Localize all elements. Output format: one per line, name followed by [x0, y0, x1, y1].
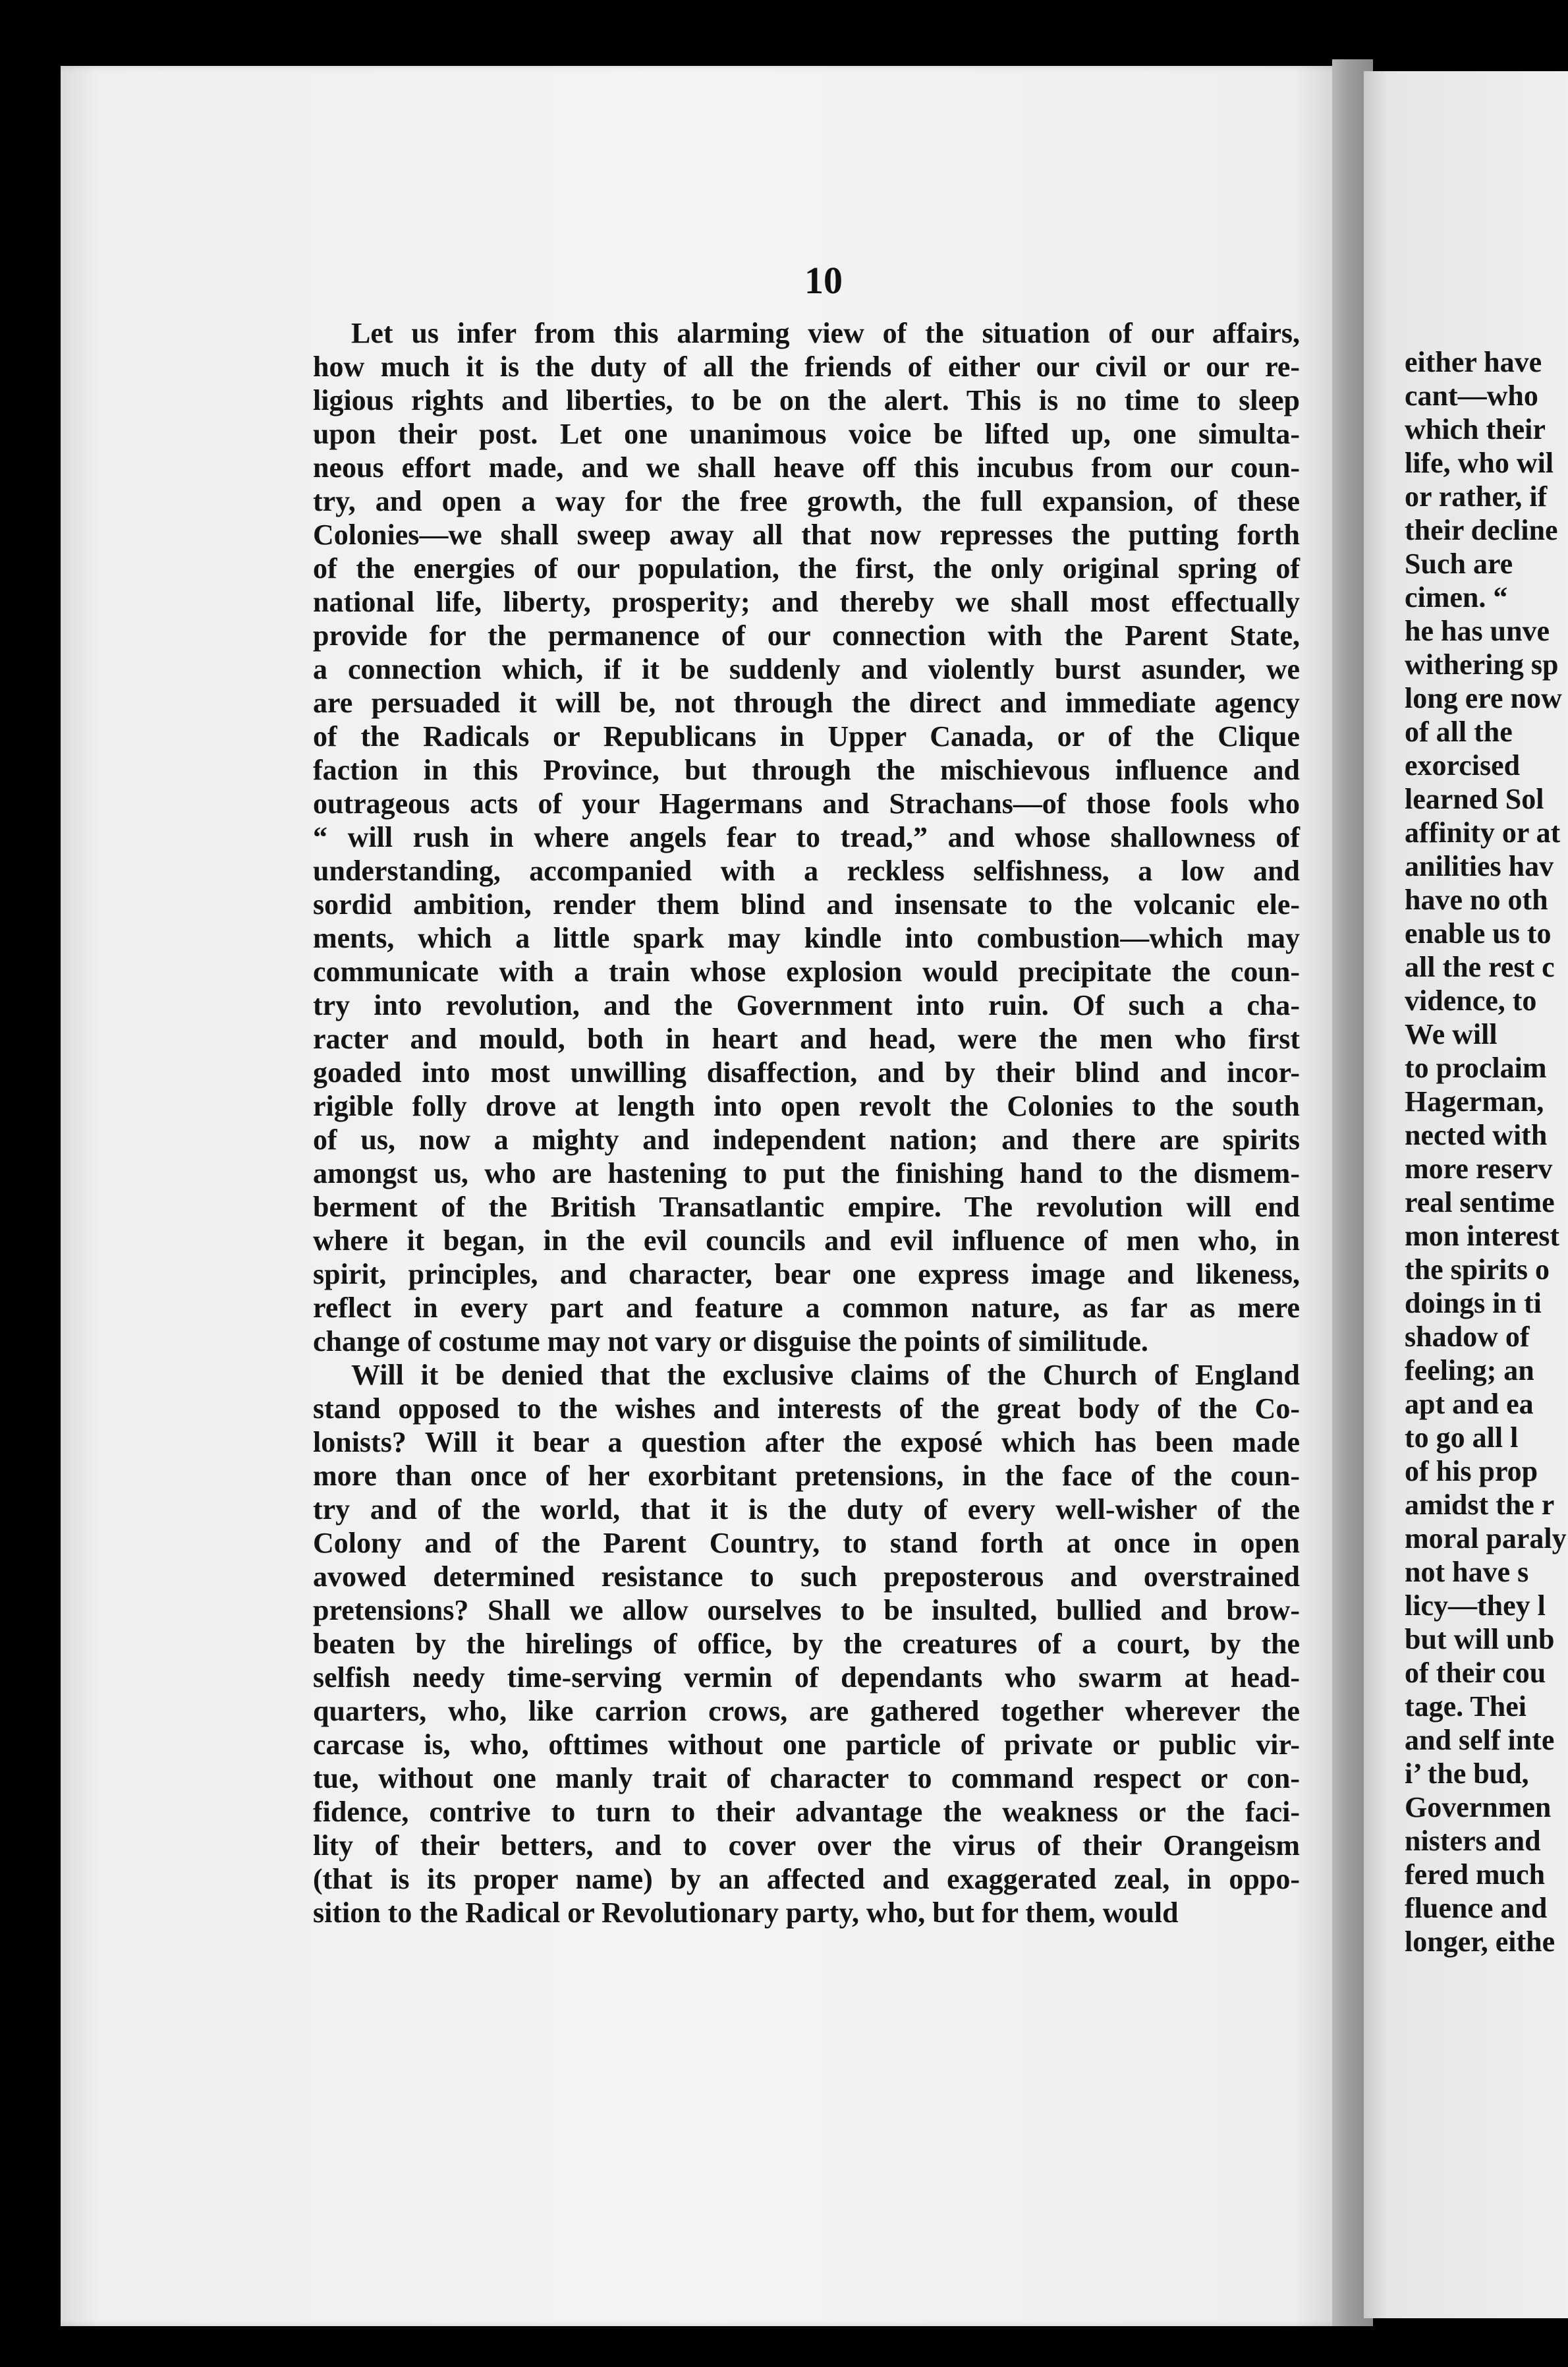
page-number: 10 — [804, 259, 843, 302]
text-line: of the Radicals or Republicans in Upper Canada, or of the Clique — [313, 720, 1300, 753]
right-page-line: all the rest c — [1405, 951, 1555, 983]
right-page-line: cant—who — [1405, 380, 1538, 412]
text-line: ments, which a little spark may kindle into combustion—which may — [313, 922, 1300, 954]
right-page-line: of all the — [1405, 716, 1513, 748]
right-page-line: moral paraly — [1405, 1522, 1567, 1554]
right-page-line: and self inte — [1405, 1724, 1555, 1756]
text-line: lonists? Will it bear a question after the exposé which has been made — [313, 1426, 1300, 1458]
text-line: (that is its proper name) by an affected and exaggerated zeal, in oppo- — [313, 1863, 1300, 1895]
text-line: change of costume may not vary or disguise the points of similitude. — [313, 1325, 1148, 1357]
text-line: Let us infer from this alarming view of the situation of our affairs, — [351, 317, 1300, 349]
right-page-line: shadow of — [1405, 1321, 1530, 1353]
right-page-line: to proclaim — [1405, 1052, 1547, 1084]
right-page-line: Governmen — [1405, 1791, 1552, 1823]
right-page-line: licy—they l — [1405, 1589, 1546, 1622]
text-line: fidence, contrive to turn to their advantage the weakness or the faci- — [313, 1796, 1300, 1828]
right-page-line: more reserv — [1405, 1153, 1553, 1185]
text-line: of the energies of our population, the first, the only original spring of — [313, 552, 1300, 585]
text-line: try and of the world, that it is the duty of every well-wisher of the — [313, 1493, 1300, 1526]
right-page-line: to go all l — [1405, 1421, 1519, 1454]
text-line: neous effort made, and we shall heave off this incubus from our coun- — [313, 451, 1300, 484]
right-page-line: long ere now — [1405, 682, 1562, 714]
right-page-line: i’ the bud, — [1405, 1757, 1529, 1790]
text-line: upon their post. Let one unanimous voice be lifted up, one simulta- — [313, 418, 1300, 450]
right-page-line: mon interest — [1405, 1220, 1560, 1252]
right-page-line: nected with — [1405, 1119, 1548, 1151]
right-page-line: affinity or at — [1405, 816, 1561, 849]
right-page-line: which their — [1405, 413, 1546, 445]
main-text-block — [313, 316, 1300, 1929]
right-page-line: amidst the r — [1405, 1489, 1555, 1521]
right-page-line: exorcised — [1405, 749, 1521, 782]
text-line: berment of the British Transatlantic empire. The revolution will end — [313, 1191, 1300, 1223]
text-line: rigible folly drove at length into open revolt the Colonies to the south — [313, 1090, 1300, 1122]
text-line: communicate with a train whose explosion would precipitate the coun- — [313, 955, 1300, 988]
right-page-line: cimen. “ — [1405, 581, 1508, 613]
right-page-line: apt and ea — [1405, 1388, 1534, 1420]
text-line: Colonies—we shall sweep away all that now represses the putting forth — [313, 519, 1300, 551]
text-line: how much it is the duty of all the friends of either our civil or our re- — [313, 351, 1300, 383]
right-page-line: longer, eithe — [1405, 1925, 1555, 1958]
text-line: carcase is, who, ofttimes without one particle of private or public vir- — [313, 1728, 1300, 1761]
right-page-line: We will — [1405, 1018, 1498, 1050]
right-page-line: nisters and — [1405, 1825, 1541, 1857]
text-line: understanding, accompanied with a reckless selfishness, a low and — [313, 855, 1300, 887]
right-page-line: learned Sol — [1405, 783, 1544, 815]
right-page-line: have no oth — [1405, 884, 1548, 916]
text-line: a connection which, if it be suddenly and violently burst asunder, we — [313, 653, 1300, 685]
text-line: Colony and of the Parent Country, to stand forth at once in open — [313, 1527, 1300, 1559]
text-line: outrageous acts of your Hagermans and Strachans—of those fools who — [313, 787, 1300, 820]
text-line: lity of their betters, and to cover over the virus of their Orangeism — [313, 1829, 1300, 1862]
right-page-line: the spirits o — [1405, 1253, 1550, 1286]
text-line: “ will rush in where angels fear to tread,” and whose shallowness of — [313, 821, 1300, 853]
text-line: beaten by the hirelings of office, by the creatures of a court, by the — [313, 1628, 1300, 1660]
text-line: are persuaded it will be, not through the direct and immediate agency — [313, 687, 1300, 719]
right-page-text-fragment — [1405, 345, 1568, 1958]
right-page-line: but will unb — [1405, 1623, 1555, 1655]
right-page-line: he has unve — [1405, 615, 1550, 647]
text-line: spirit, principles, and character, bear one express image and likeness, — [313, 1258, 1300, 1290]
text-line: faction in this Province, but through the mischievous influence and — [313, 754, 1300, 786]
right-page-line: fered much — [1405, 1858, 1546, 1891]
right-page-line: life, who wil — [1405, 447, 1554, 479]
text-line: tue, without one manly trait of character to command respect or con- — [313, 1762, 1300, 1794]
right-page-line: withering sp — [1405, 648, 1559, 681]
right-page-line: tage. Thei — [1405, 1690, 1526, 1723]
right-page-line: of their cou — [1405, 1657, 1546, 1689]
text-line: more than once of her exorbitant pretensions, in the face of the coun- — [313, 1460, 1300, 1492]
right-page-line: fluence and — [1405, 1892, 1548, 1924]
right-page-line: or rather, if — [1405, 480, 1548, 513]
right-page-line: Such are — [1405, 548, 1513, 580]
text-line: racter and mould, both in heart and head, were the men who first — [313, 1023, 1300, 1055]
right-page-line: of his prop — [1405, 1455, 1538, 1487]
right-page-line: doings in ti — [1405, 1287, 1542, 1319]
text-line: try into revolution, and the Government into ruin. Of such a cha- — [313, 989, 1300, 1021]
text-line: try, and open a way for the free growth, the full expansion, of these — [313, 485, 1300, 517]
text-line: avowed determined resistance to such preposterous and overstrained — [313, 1560, 1300, 1593]
right-page-line: Hagerman, — [1405, 1085, 1544, 1118]
text-line: sordid ambition, render them blind and insensate to the volcanic ele- — [313, 888, 1300, 921]
text-line: ligious rights and liberties, to be on the alert. This is no time to sleep — [313, 384, 1300, 416]
right-page-line: real sentime — [1405, 1186, 1555, 1218]
right-page-line: vidence, to — [1405, 984, 1537, 1017]
text-line: of us, now a mighty and independent nation; and there are spirits — [313, 1124, 1300, 1156]
text-line: Will it be denied that the exclusive claims of the Church of England — [351, 1359, 1300, 1391]
text-line: goaded into most unwilling disaffection, and by their blind and incor- — [313, 1056, 1300, 1089]
text-line: where it began, in the evil councils and evil influence of men who, in — [313, 1224, 1300, 1257]
right-page-line: their decline — [1405, 514, 1558, 546]
text-line: pretensions? Shall we allow ourselves to be insulted, bullied and brow- — [313, 1594, 1300, 1626]
text-line: provide for the permanence of our connection with the Parent State, — [313, 619, 1300, 652]
right-page-line: anilities hav — [1405, 850, 1554, 882]
text-line: amongst us, who are hastening to put the finishing hand to the dismem- — [313, 1157, 1300, 1189]
right-page-line: feeling; an — [1405, 1354, 1534, 1386]
text-line: reflect in every part and feature a common nature, as far as mere — [313, 1292, 1300, 1324]
right-page-line: either have — [1405, 346, 1542, 378]
text-line: national life, liberty, prosperity; and thereby we shall most effectually — [313, 586, 1300, 618]
text-line: selfish needy time-serving vermin of dependants who swarm at head- — [313, 1661, 1300, 1694]
text-line: quarters, who, like carrion crows, are gathered together wherever the — [313, 1695, 1300, 1727]
text-line: stand opposed to the wishes and interests of the great body of the Co- — [313, 1392, 1300, 1425]
text-line: sition to the Radical or Revolutionary party, who, but for them, would — [313, 1896, 1179, 1929]
right-page-line: not have s — [1405, 1556, 1529, 1588]
right-page-line: enable us to — [1405, 917, 1552, 950]
